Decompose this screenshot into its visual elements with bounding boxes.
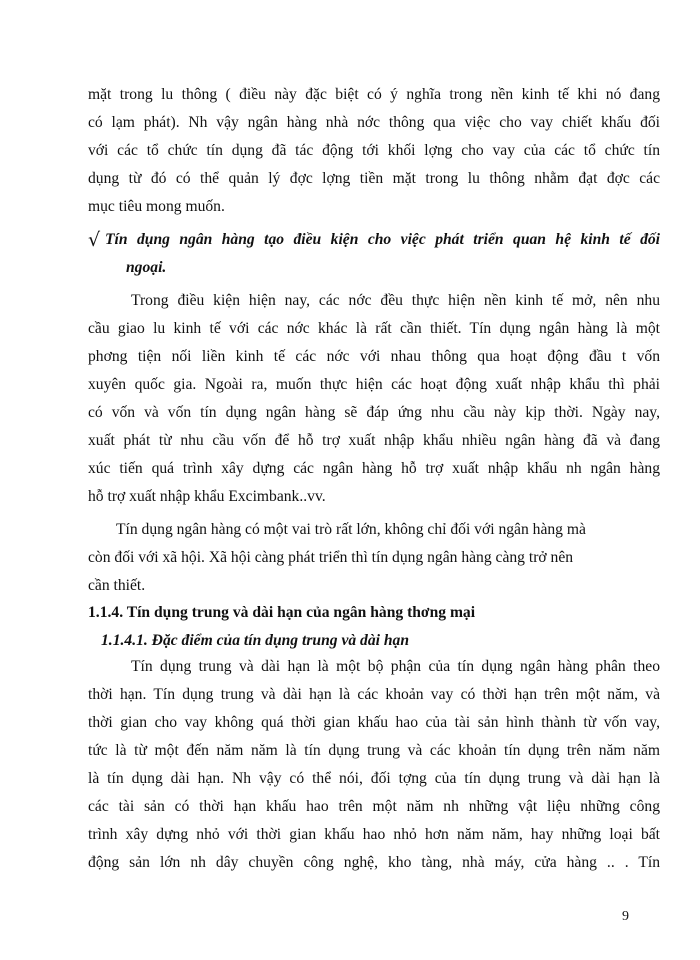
paragraph-line: dụng từ đó có thể quản lý đợc lợng tiền mặt trong lu thông nhằm đạt đợc các — [88, 170, 660, 187]
paragraph-line: có vốn và vốn tín dụng ngân hàng sẽ đáp ứng nhu cầu này kịp thời. Ngày nay, — [88, 404, 660, 421]
paragraph-line: mặt trong lu thông ( điều này đặc biệt có ý nghĩa trong nền kinh tế khi nó đang — [88, 86, 660, 103]
paragraph-line: Trong điều kiện hiện nay, các nớc đều thực hiện nền kinh tế mở, nên nhu — [131, 292, 660, 309]
paragraph-line: thời gian cho vay không quá thời gian khấu hao của tài sản hình thành từ vốn vay, — [88, 714, 660, 731]
subsection-heading: 1.1.4.1. Đặc điểm của tín dụng trung và dài hạn — [101, 632, 410, 649]
check-icon: √ — [88, 229, 101, 251]
paragraph-line: các tài sản có thời hạn khấu hao trên một năm nh những vật liệu những công — [88, 798, 660, 815]
paragraph-line: tức là từ một đến năm năm là tín dụng trung và các khoản tín dụng trên năm năm — [88, 742, 660, 759]
paragraph-line: xúc tiến quá trình xây dựng các ngân hàng hỗ trợ xuất nhập khẩu nh ngân hàng — [88, 460, 660, 477]
paragraph-line: Tín dụng ngân hàng có một vai trò rất lớn, không chỉ đối với ngân hàng mà — [116, 521, 586, 538]
paragraph-line: với các tổ chức tín dụng đã tác động tới khối lợng cho vay của các tổ chức tín — [88, 142, 660, 159]
paragraph-line: thời hạn. Tín dụng trung và dài hạn là các khoản vay có thời hạn trên một năm, và — [88, 686, 660, 703]
paragraph-line: hỗ trợ xuất nhập khẩu Excimbank..vv. — [88, 488, 326, 505]
paragraph-line: trình xây dựng nhỏ với thời gian khấu hao nhỏ hơn năm năm, hay những loại bất — [88, 826, 660, 843]
paragraph-line: Tín dụng trung và dài hạn là một bộ phận của tín dụng ngân hàng phân theo — [131, 658, 660, 675]
paragraph-line: có lạm phát). Nh vậy ngân hàng nhà nớc thông qua việc cho vay chiết khấu đối — [88, 114, 660, 131]
section-heading: 1.1.4. Tín dụng trung và dài hạn của ngân hàng thơng mại — [88, 604, 476, 621]
paragraph-line: xuyên quốc gia. Ngoài ra, muốn thực hiện các hoạt động xuất nhập khẩu thì phải — [88, 376, 660, 393]
paragraph-line: động sản lớn nh dây chuyền công nghệ, kho tàng, nhà máy, cửa hàng .. . Tín — [88, 854, 660, 871]
paragraph-line: còn đối với xã hội. Xã hội càng phát triển thì tín dụng ngân hàng càng trở nên — [88, 549, 574, 566]
paragraph-line: xuất phát từ nhu cầu vốn để hỗ trợ xuất nhập khẩu nhiều ngân hàng đã và đang — [88, 432, 660, 449]
paragraph-line: cầu giao lu kinh tế với các nớc khác là rất cần thiết. Tín dụng ngân hàng là một — [88, 320, 660, 337]
paragraph-line: phơng tiện nối liền kinh tế các nớc với nhau thông qua hoạt động đầu t vốn — [88, 348, 660, 365]
paragraph-line: mục tiêu mong muốn. — [88, 198, 225, 215]
subheading-line: ngoại. — [126, 259, 167, 276]
paragraph-line: là tín dụng dài hạn. Nh vậy có thể nói, đối tợng của tín dụng trung và dài hạn là — [88, 770, 660, 787]
page-number: 9 — [622, 909, 629, 924]
paragraph-line: cần thiết. — [88, 577, 146, 594]
subheading-line: Tín dụng ngân hàng tạo điều kiện cho việc phát triển quan hệ kinh tế đối — [105, 231, 660, 248]
